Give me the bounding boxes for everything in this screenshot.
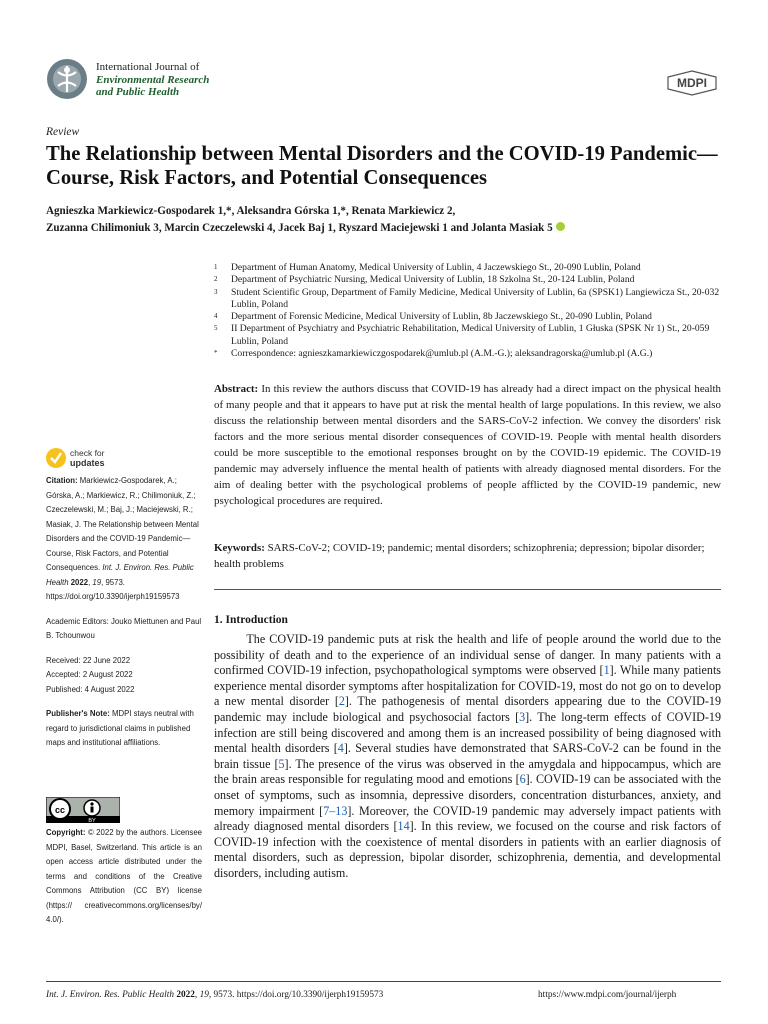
intro-text: ]. The pathogenesis of mental disorders appearing due to the COVID-19 pandemic may include biological and psychosocial factors [ [214,694,721,724]
check-updates-line2: updates [70,458,105,468]
section-divider [214,589,721,590]
footer-volume: 19 [199,990,209,1000]
journal-name [96,61,209,99]
copyright-text: © 2022 by the authors. Licensee MDPI, Basel, Switzerland. This article is an open access article distributed under the terms and conditions of the Creative Commons Attribution (CC BY) license (https:// creativecommons.org/licenses/by/ 4.0/). [46,828,202,924]
intro-text: ]. Several studies have demonstrated that SARS-CoV-2 can be found in the brain tissue [ [214,741,721,771]
journal-logo-icon [46,58,88,100]
cc-badge-text: BY [88,818,96,823]
affiliation-item [214,287,734,312]
affiliation-number: 2 [214,275,218,284]
journal-line3: and Public Health [96,86,180,98]
copyright [46,826,202,928]
check-updates-line1: check for [70,448,105,458]
svg-text:cc: cc [54,805,66,815]
footer-journal: Int. J. Environ. Res. Public Health [46,990,174,1000]
orcid-icon[interactable] [556,222,565,231]
accepted-date: Accepted: 2 August 2022 [46,670,133,679]
received-date: Received: 22 June 2022 [46,655,131,665]
affiliation-number: 5 [214,324,218,333]
intro-text: The COVID-19 pandemic puts at risk the health and life of people around the world due to the possibility of death and to the experience of an individual sense of danger. In many patients with a confirmed COVID-19 infection, psychopathological symptoms were observed [ [214,632,721,678]
author-list [46,203,736,237]
abstract-text: In this review the authors discuss that COVID-19 has already had a direct impact on the physical health of many people and that it appears to have put at risk the mental health of large populations. In this review, we also discuss the relationship between mental disorders and the SARS-CoV-2 infection. We convey the disorders' risk factors and the more serious mental disorder consequences of COVID-19. People with mental health disorders could be more susceptible to the emotional responses brought on by the COVID-19 epidemic. The COVID-19 pandemic may adversely influence the mental health of patients with already diagnosed mental disorders. For the aim of dealing better with the psychological problems of people afflicted by the COVID-19 pandemic, new psychological procedures are required. [214,383,721,507]
citation-label: Citation: [46,476,78,485]
published-date: Published: 4 August 2022 [46,684,135,694]
publisher-note-text: MDPI stays neutral with regard to jurisdictional claims in published maps and institutional affiliations. [46,709,194,747]
footer-citation: Int. J. Environ. Res. Public Health 2022, 19, 9573. https://doi.org/10.3390/ijerph19159573 [46,990,384,1000]
citation-year: 2022 [70,577,89,587]
citation-journal: Int. J. Environ. Res. Public Health [46,563,194,587]
intro-text: ]. The long-term effects of COVID-19 infection are still being discovered and among them is an increased possibility of being diagnosed with mental health disorders [ [214,709,722,756]
citation-doi[interactable]: , 9573. https://doi.org/10.3390/ijerph19159573 [46,577,180,601]
affiliation-number: * [214,349,218,358]
authors-line1-text: Agnieszka Markiewicz-Gospodarek 1,*, Aleksandra Górska 1,*, Renata Markiewicz 2, [46,205,456,217]
footer-divider [46,981,721,982]
authors-line2 [46,220,736,237]
affiliation-number: 3 [214,287,218,296]
authors-line1 [46,203,736,220]
reference-link[interactable]: 7–13 [323,803,348,818]
publisher-note-label: Publisher's Note: [46,709,110,718]
copyright-label: Copyright: [46,828,86,837]
affiliation-number: 4 [214,312,218,321]
intro-text: ]. Moreover, the COVID-19 pandemic may adversely impact patients with already diagnosed mental disorders [ [214,803,721,834]
affiliation-item [214,311,734,323]
affiliation-text: Department of Forensic Medicine, Medical University of Lublin, 8b Jaczewskiego St., 20-090 Lublin, Poland [231,311,652,323]
affiliations [214,262,734,360]
reference-link[interactable]: 1 [603,663,610,678]
correspondence-text[interactable]: Correspondence: agnieszkamarkiewiczgospodarek@umlub.pl (A.M.-G.); aleksandragorska@umlub.pl (A.G.) [231,348,653,360]
abstract-label: Abstract: [214,383,259,395]
footer-year: 2022 [176,990,195,1000]
affiliation-text: II Department of Psychiatry and Psychiatric Rehabilitation, Medical University of Lublin, 1 Głuska (SPSK Nr 1) St., 20-059 Lublin, Poland [231,323,710,347]
affiliation-item [214,262,734,274]
sidebar [46,474,202,761]
article-title: The Relationship between Mental Disorders and the COVID-19 Pandemic—Course, Risk Factors, and Potential Consequences [46,143,718,189]
section-heading: 1. Introduction [214,614,288,626]
check-for-updates-icon[interactable] [46,446,146,470]
article-type: Review [46,126,80,138]
intro-text: ]. COVID-19 can be associated with the onset of symptoms, such as insomnia, depressive disorders, concentration disturbances, anxiety, and memory impairment [ [214,772,721,818]
affiliation-item [214,274,734,286]
affiliation-text: Student Scientific Group, Department of Family Medicine, Medical University of Lublin, 6a (SPSK1) Langiewicza St., 20-032 Lublin, Poland [231,286,720,310]
academic-editors: Academic Editors: Jouko Miettunen and Paul B. Tchounwou [46,616,202,640]
citation-text: Markiewicz-Gospodarek, A.; Górska, A.; Markiewicz, R.; Chilimoniuk, Z.; Czeczelewski, M.; Baj, J.; Maciejewski, R.; Masiak, J. The Relationship between Mental Disorders and the COVID-19 Pandemic—Course, Risk Factors, and Potential Consequences. [46,476,199,572]
affiliation-item [214,323,734,348]
keywords-label: Keywords: [214,542,265,554]
affiliation-text: Department of Human Anatomy, Medical University of Lublin, 4 Jaczewskiego St., 20-090 Lublin, Poland [231,262,641,273]
cc-by-license-icon[interactable] [46,797,120,823]
reference-link[interactable]: 3 [519,709,526,724]
keywords [214,540,721,572]
dates [46,654,202,698]
intro-text: ]. While many patients experience mental disorder symptoms after hospitalization for COVID-19, most do not go on to develop a new mental disorder [ [214,663,722,709]
publisher-note [46,707,202,751]
intro-text: ]. In this review, we focused on the course and risk factors of COVID-19 infection with the coexistence of mental disorders in patients with an earlier diagnosis of mental disorders, such as depression, bipolar disorder, schizophrenia, dementia, and developmental disorders, including autism. [214,819,721,880]
affiliation-number: 1 [214,263,218,271]
reference-link[interactable]: 5 [278,756,285,771]
footer-journal-url[interactable]: https://www.mdpi.com/journal/ijerph [538,990,677,1000]
affiliation-text: Department of Psychiatric Nursing, Medical University of Lublin, 18 Szkolna St., 20-124 Lublin, Poland [231,274,635,286]
intro-text: ]. The presence of the virus was observed in the amygdala and hippocampus, which are the brain areas responsible for regulating mood and emotions [ [214,756,721,787]
journal-line1: International Journal of [96,61,200,73]
reference-link[interactable]: 6 [519,772,526,787]
correspondence [214,348,734,360]
abstract [214,381,721,509]
mdpi-logo-text: MDPI [677,76,707,90]
footer-doi[interactable]: , 9573. https://doi.org/10.3390/ijerph19159573 [208,990,384,1000]
reference-link[interactable]: 2 [338,694,345,709]
journal-line2: Environmental Research [96,73,210,86]
citation-volume: 19 [92,577,102,587]
authors-line2-text: Zuzanna Chilimoniuk 3, Marcin Czeczelewski 4, Jacek Baj 1, Ryszard Maciejewski 1 and Jolanta Masiak 5 [46,222,553,234]
citation: Citation: Markiewicz-Gospodarek, A.; Górska, A.; Markiewicz, R.; Chilimoniuk, Z.; Czeczelewski, M.; Baj, J.; Maciejewski, R.; Masiak, J. The Relationship between Mental Disorders and the COVID-19 Pandemic—Course, Risk Factors, and Potential Consequences. Int. J. Environ. Res. Public Health 2022, 19, 9573. https://doi.org/10.3390/ijerph19159573 [46,476,199,601]
reference-link[interactable]: 14 [397,819,410,834]
reference-link[interactable]: 4 [337,741,344,756]
keywords-text: SARS-CoV-2; COVID-19; pandemic; mental disorders; schizophrenia; depression; bipolar disorder; health problems [214,542,705,570]
mdpi-logo-icon [664,70,720,96]
introduction-body [214,632,721,882]
